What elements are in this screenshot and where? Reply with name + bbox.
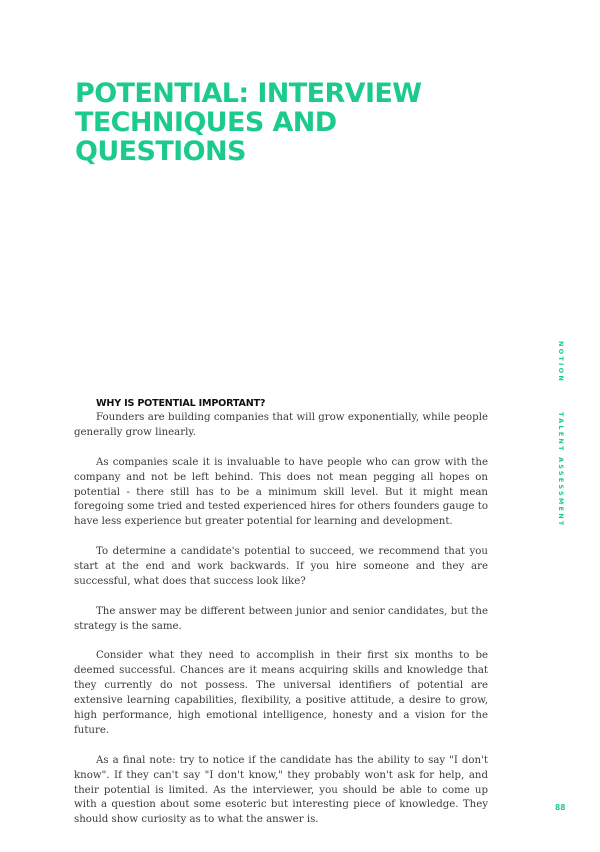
section-heading: WHY IS POTENTIAL IMPORTANT? bbox=[96, 398, 266, 409]
page-title-line-1: POTENTIAL: INTERVIEW bbox=[75, 78, 422, 109]
paragraph-3: To determine a candidate's potential to succeed, we recommend that you start at the end and work backwards. If you hire someone and they are successful, what does that success look like? bbox=[74, 546, 488, 587]
body-text bbox=[74, 397, 488, 843]
page-title bbox=[75, 79, 495, 166]
paragraph-4: The answer may be different between junior and senior candidates, but the strategy is the same. bbox=[74, 605, 488, 632]
paragraph-2: As companies scale it is invaluable to have people who can grow with the company and not be left behind. This does not mean pegging all hopes on potential - there still has to be a minimum skill level. But it might mean foregoing some tried and tested experienced hires for others founders gauge to have less experience but greater potential for learning and development. bbox=[74, 456, 488, 528]
paragraph-5: Consider what they need to accomplish in their first six months to be deemed successful. Chances are it means acquiring skills and knowledge that they currently do not possess. The universal identifiers of potential are extensive learning capabilities, flexibility, a positive attitude, a desire to grow, high performance, high emotional intelligence, honesty and a vision for the future. bbox=[74, 650, 488, 736]
page-title-line-3: QUESTIONS bbox=[75, 136, 246, 167]
page-number: 88 bbox=[555, 803, 566, 812]
page-title-line-2: TECHNIQUES AND bbox=[75, 107, 337, 138]
section-side-label: TALENT ASSESSMENT bbox=[557, 412, 565, 528]
brand-side-label: NOTION bbox=[557, 341, 565, 383]
paragraph-1: Founders are building companies that will grow exponentially, while people generally grow linearly. bbox=[74, 412, 488, 438]
paragraph-6: As a final note: try to notice if the candidate has the ability to say "I don't know". If they can't say "I don't know," they probably won't ask for help, and their potential is limited. As the interviewer, you should be able to come up with a question about some esoteric but interesting piece of knowledge. They should show curiosity as to what the answer is. bbox=[74, 754, 488, 826]
